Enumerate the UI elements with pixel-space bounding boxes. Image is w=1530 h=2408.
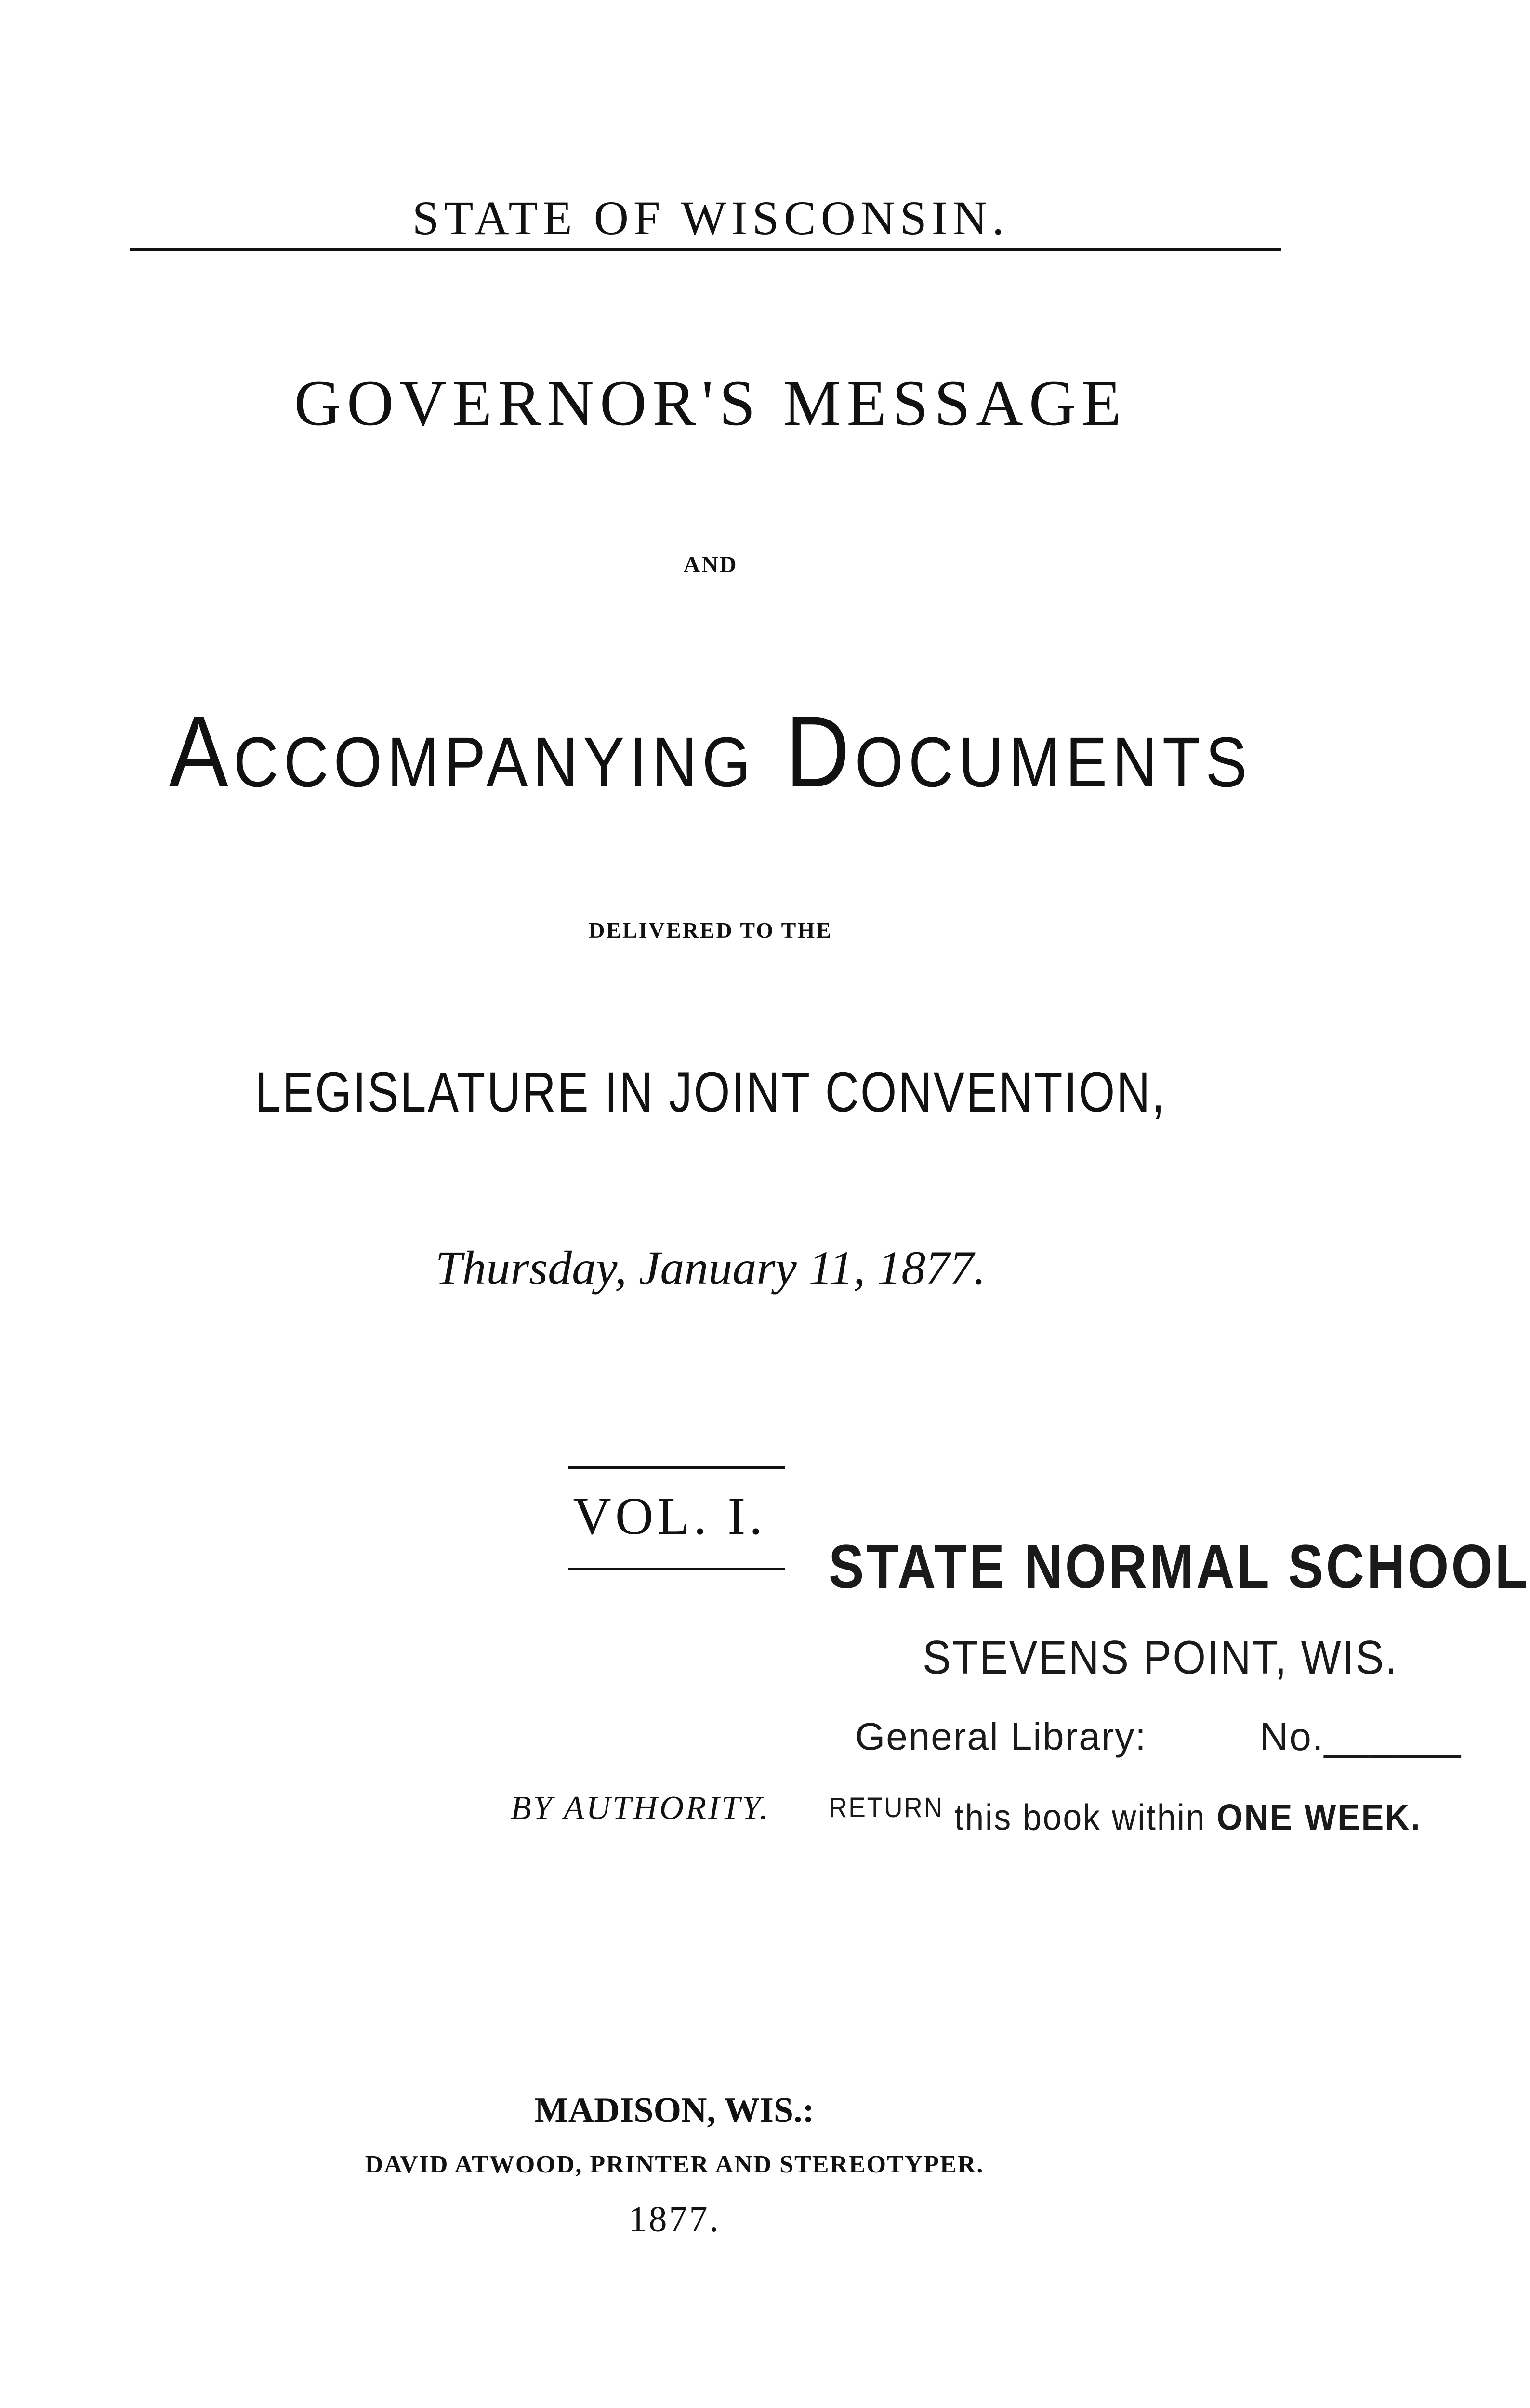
stamp-return-prefix: RETURN xyxy=(829,1792,944,1823)
date-line: Thursday, January 11, 1877. xyxy=(435,1241,986,1295)
stamp-number-label: No.______ xyxy=(1260,1715,1462,1759)
stamp-location: STEVENS POINT, WIS. xyxy=(923,1631,1398,1684)
volume-top-rule xyxy=(568,1466,785,1469)
stamp-library-label: General Library: xyxy=(855,1715,1147,1758)
volume-bottom-rule xyxy=(568,1568,785,1570)
imprint-place: MADISON, WIS.: xyxy=(534,2091,815,2130)
state-title: STATE OF WISCONSIN. xyxy=(412,191,1009,245)
message-title: GOVERNOR'S MESSAGE xyxy=(294,367,1127,439)
volume-label: VOL. I. xyxy=(573,1487,766,1545)
documents-title: Accompanying Documents xyxy=(169,695,1253,808)
stamp-return-middle: this book within xyxy=(954,1797,1206,1838)
stamp-school-name: STATE NORMAL SCHOOL xyxy=(829,1532,1530,1601)
stamp-return-notice xyxy=(829,1792,1421,1838)
legislature-line: LEGISLATURE IN JOINT CONVENTION, xyxy=(255,1060,1166,1124)
conjunction: AND xyxy=(683,552,738,577)
stamp-return-emphasis: ONE WEEK. xyxy=(1216,1797,1422,1838)
title-rule xyxy=(130,248,1281,251)
authority-line: BY AUTHORITY. xyxy=(511,1790,770,1827)
imprint-year: 1877. xyxy=(628,2199,721,2239)
imprint-printer: DAVID ATWOOD, PRINTER AND STEREOTYPER. xyxy=(365,2151,984,2178)
delivered-to: DELIVERED TO THE xyxy=(589,918,832,942)
